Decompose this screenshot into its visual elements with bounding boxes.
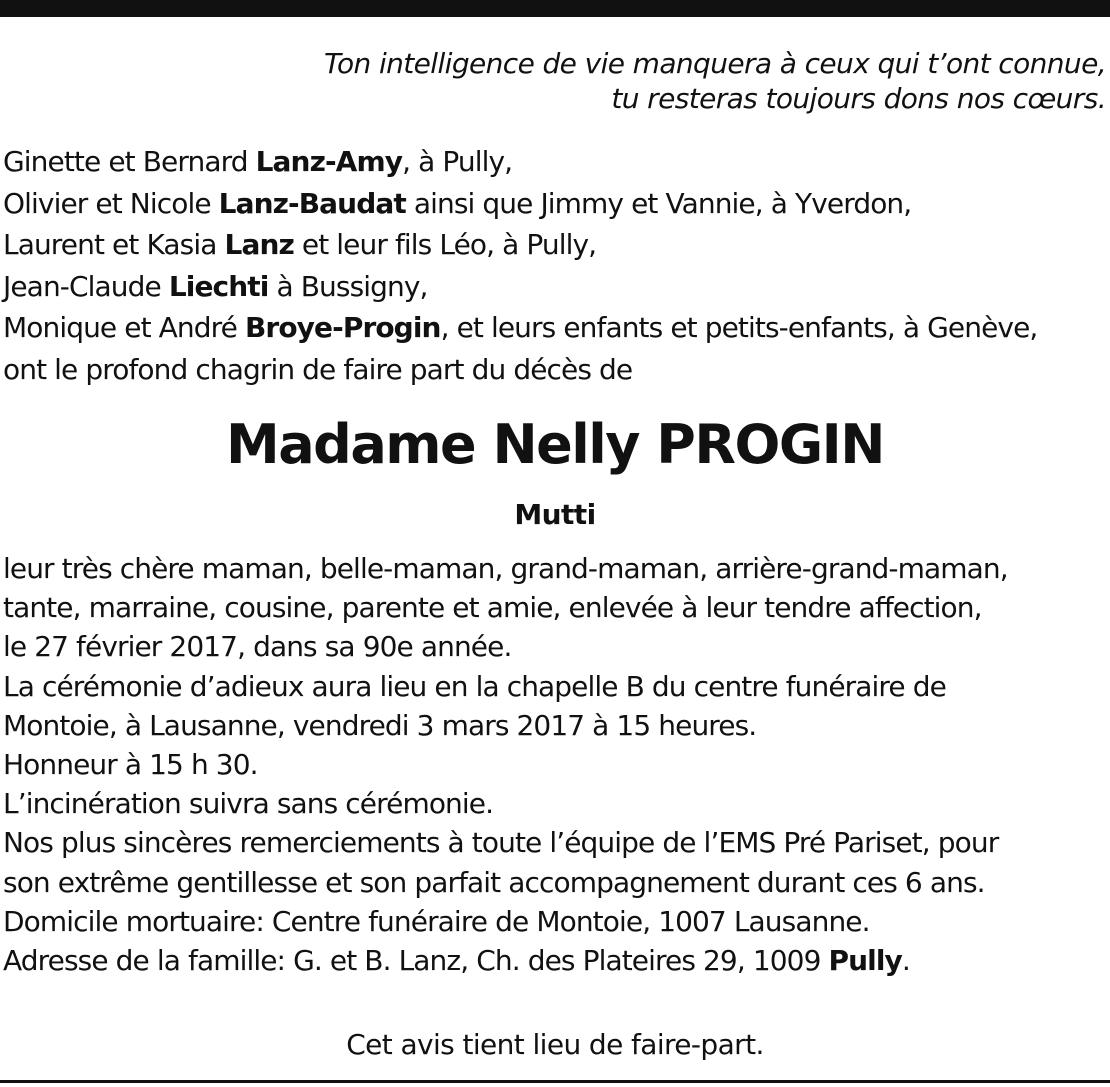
mourner-surname: Lanz-Baudat <box>218 186 406 220</box>
announcement-line: ont le profond chagrin de faire part du décès de <box>3 352 633 386</box>
body-line: Domicile mortuaire: Centre funéraire de Montoie, 1007 Lausanne. <box>3 904 870 938</box>
deceased-nickname: Mutti <box>514 498 596 531</box>
body-line: le 27 février 2017, dans sa 90e année. <box>3 630 512 664</box>
body-line: son extrême gentillesse et son parfait accompagnement durant ces 6 ans. <box>3 865 985 899</box>
body-line: Honneur à 15 h 30. <box>3 747 258 781</box>
mourner-details: , à Pully, <box>402 145 513 178</box>
deceased-name: Madame Nelly PROGIN <box>226 413 884 476</box>
mourner-line <box>3 224 1037 266</box>
epigraph-line: Ton intelligence de vie manquera à ceux qui t’ont connue, <box>323 47 1106 80</box>
notice-body <box>3 549 1008 980</box>
family-address-city: Pully <box>828 943 902 977</box>
epigraph-line: tu resteras toujours dons nos cœurs. <box>611 82 1106 115</box>
family-address-end: . <box>901 943 910 977</box>
body-line: Montoie, à Lausanne, vendredi 3 mars 2017 à 15 heures. <box>3 708 757 742</box>
mourner-first-names: Olivier et Nicole <box>3 186 219 220</box>
mourner-details: ainsi que Jimmy et Vannie, à Yverdon, <box>405 186 912 220</box>
mourner-first-names: Jean-Claude <box>3 269 169 303</box>
mourner-first-names: Laurent et Kasia <box>3 228 225 261</box>
mourner-surname: Broye-Progin <box>244 311 441 344</box>
mourner-line <box>3 183 1037 225</box>
mourner-surname: Lanz-Amy <box>255 145 403 178</box>
mourner-line <box>3 307 1037 349</box>
mourner-line <box>3 266 1037 308</box>
top-rule <box>0 0 1110 17</box>
mourner-surname: Lanz <box>224 228 294 261</box>
mourner-details: , et leurs enfants et petits-enfants, à Genève, <box>440 311 1038 344</box>
mourner-details: et leur fils Léo, à Pully, <box>293 228 597 261</box>
body-line: L’incinération suivra sans cérémonie. <box>3 787 494 821</box>
body-line: La cérémonie d’adieux aura lieu en la chapelle B du centre funéraire de <box>3 669 946 703</box>
mourner-line <box>3 141 1037 183</box>
family-address-line <box>3 941 1008 980</box>
body-line: Nos plus sincères remerciements à toute l’équipe de l’EMS Pré Pariset, pour <box>3 826 999 860</box>
mourner-first-names: Monique et André <box>3 311 245 344</box>
closing-note: Cet avis tient lieu de faire-part. <box>346 1028 764 1061</box>
mourners-list <box>3 141 1037 390</box>
body-line: leur très chère maman, belle-maman, grand-maman, arrière-grand-maman, <box>3 552 1008 585</box>
mourner-surname: Liechti <box>168 269 269 303</box>
family-address-text: Adresse de la famille: G. et B. Lanz, Ch. des Plateires 29, 1009 <box>3 943 829 977</box>
mourner-first-names: Ginette et Bernard <box>3 145 256 178</box>
bottom-rule <box>0 1080 1110 1083</box>
mourner-details: à Bussigny, <box>268 269 428 303</box>
epigraph <box>324 46 1106 116</box>
body-line: tante, marraine, cousine, parente et amie, enlevée à leur tendre affection, <box>3 591 982 625</box>
